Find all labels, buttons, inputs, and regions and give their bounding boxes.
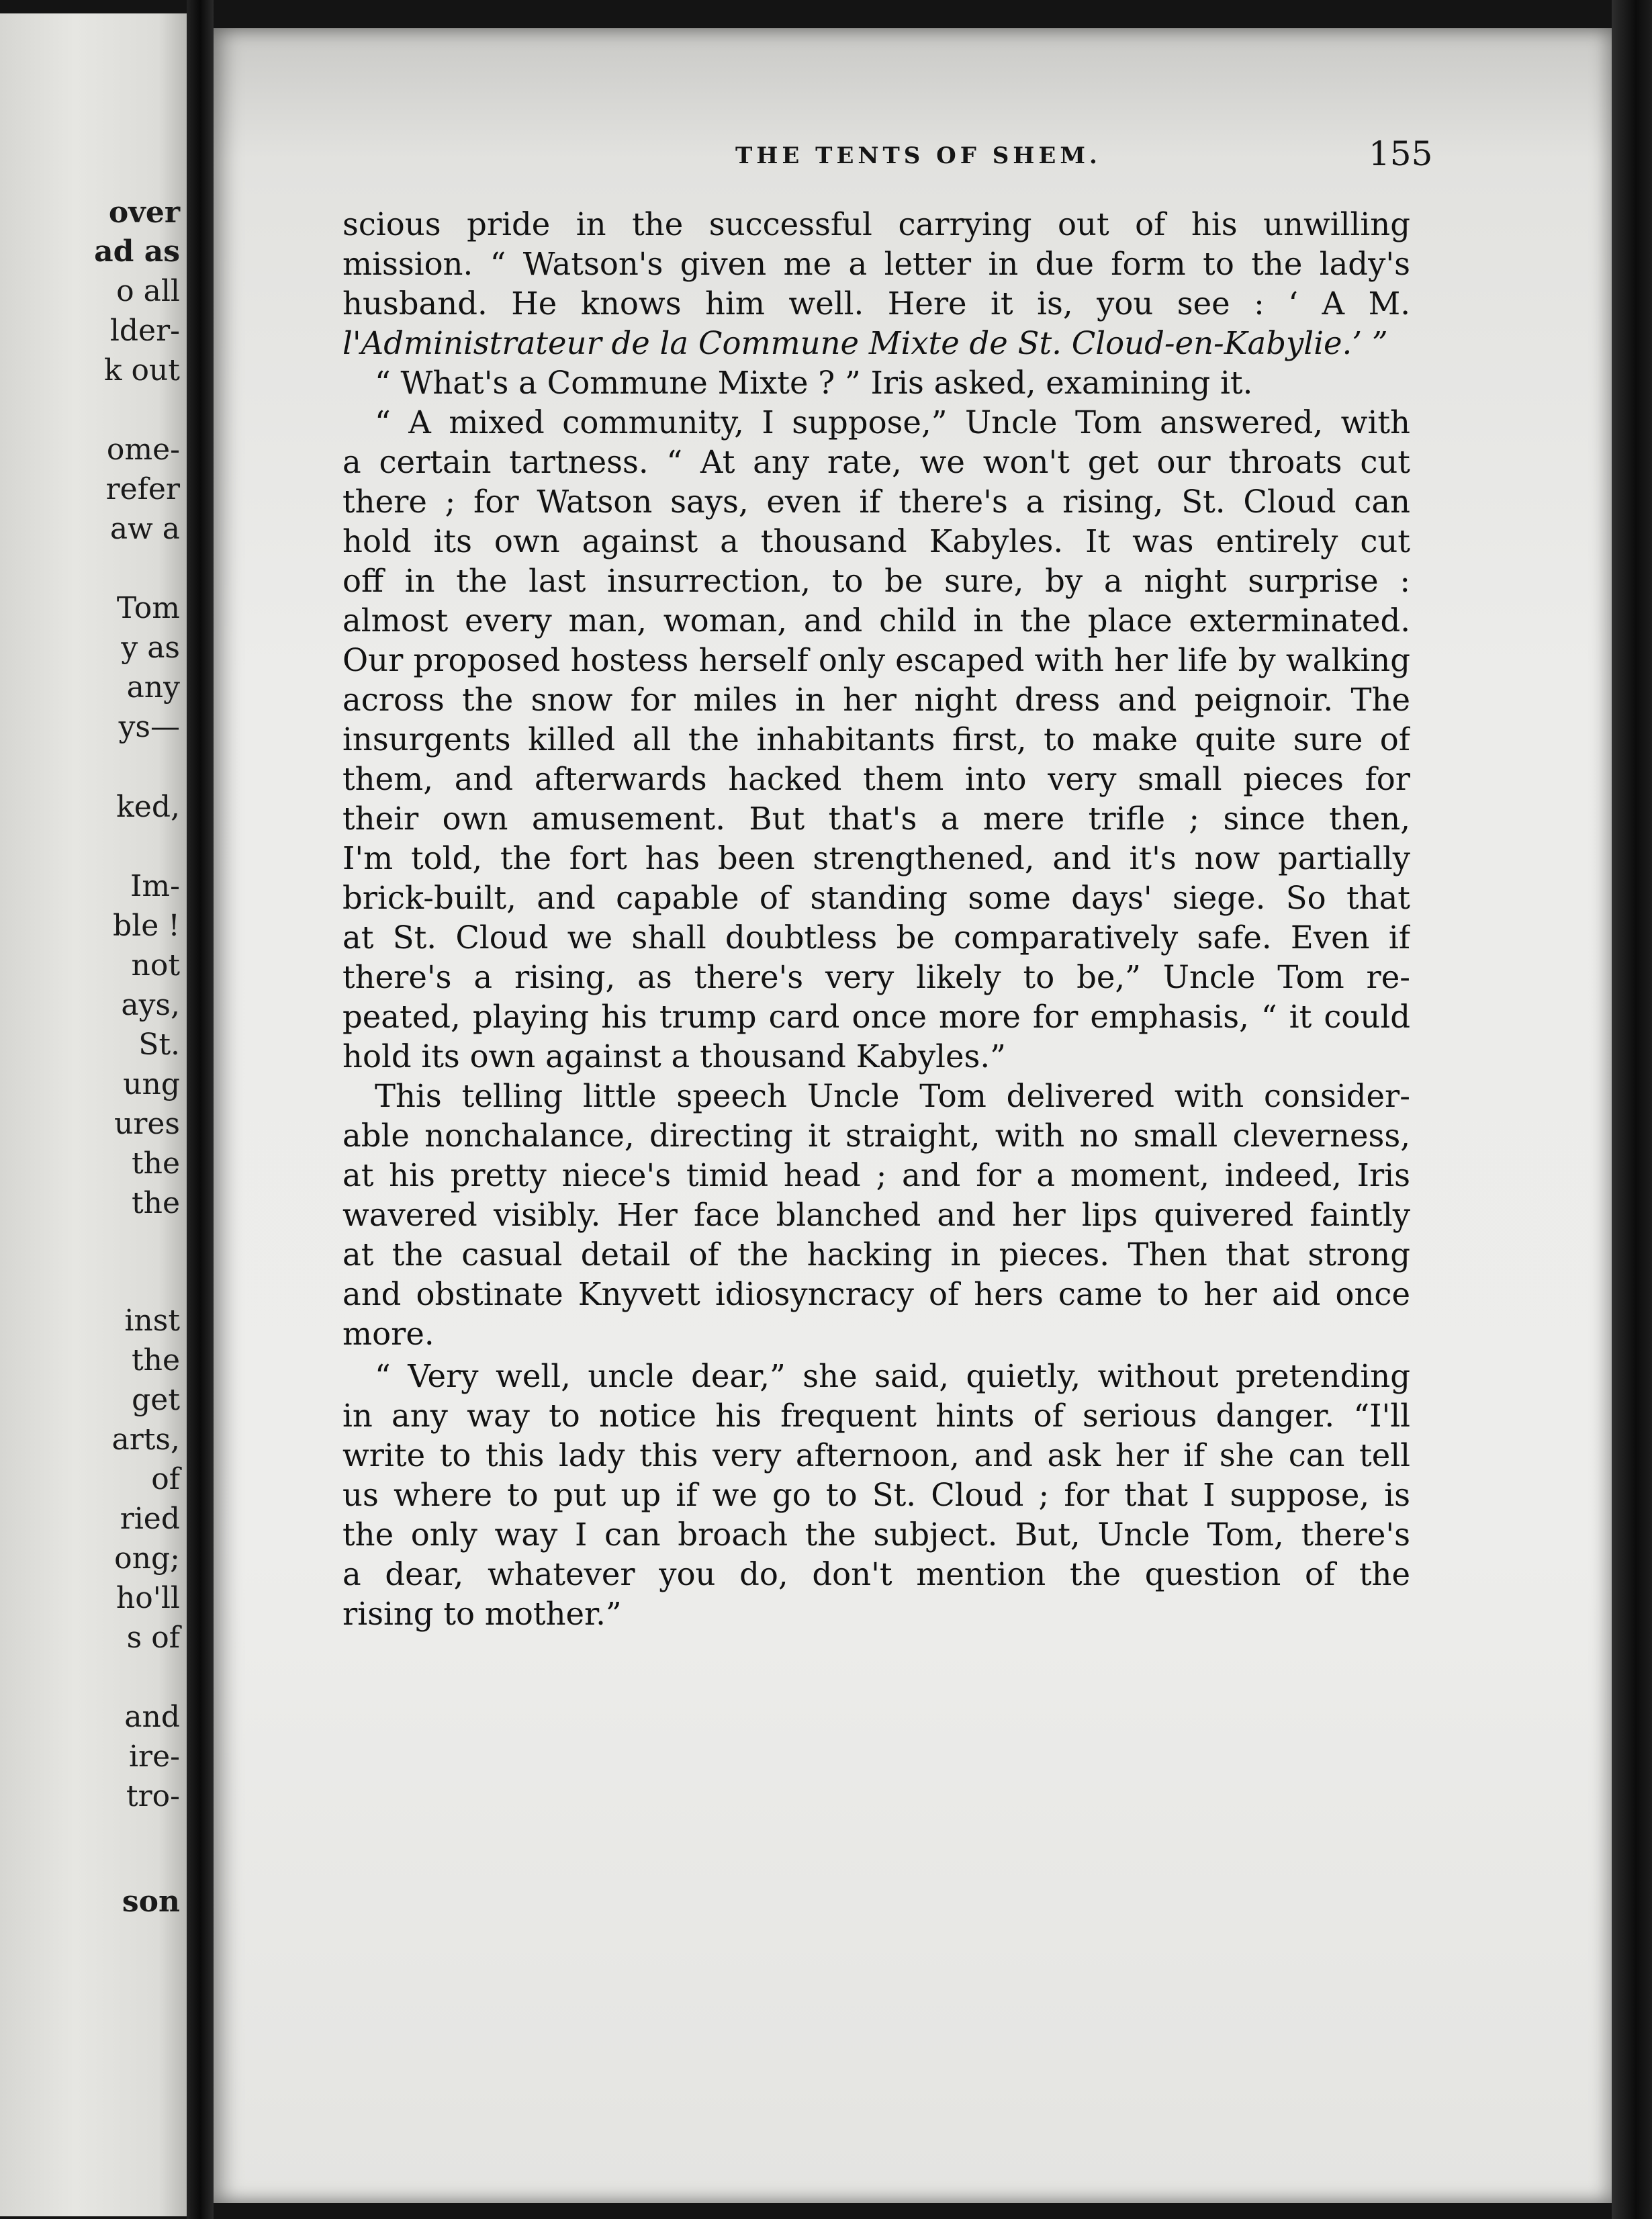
previous-page-text-fragment: get [132, 1383, 180, 1417]
previous-page-text-fragment: o all [116, 274, 180, 308]
previous-page-text-fragment: tro- [126, 1779, 180, 1813]
previous-page-text-fragment: ome- [106, 433, 180, 467]
text-line: l'Administrateur de la Commune Mixte de St. Cloud-en-Kabylie.’ ” [342, 325, 1388, 361]
text-line: almost every man, woman, and child in the place exterminated. [342, 602, 1410, 639]
text-line: at St. Cloud we shall doubtless be comparatively safe. Even if [342, 919, 1410, 956]
scan-right-edge [1612, 0, 1652, 2219]
text-line: off in the last insurrection, to be sure, by a night surprise : [342, 563, 1410, 599]
previous-page-text-fragment: ong; [114, 1541, 180, 1576]
body-text [342, 205, 1410, 1634]
text-line: more. [342, 1316, 434, 1352]
text-line: hold its own against a thousand Kabyles.” [342, 1038, 1006, 1075]
previous-page-text-fragment: any [126, 670, 180, 705]
previous-page-text-fragment: ung [123, 1067, 180, 1101]
text-line: a certain tartness. “ At any rate, we won't get our throats cut [342, 444, 1410, 480]
previous-page-text-fragment: the [131, 1186, 180, 1220]
text-line: at his pretty niece's timid head ; and for a moment, indeed, Iris [342, 1157, 1410, 1193]
previous-page-text-fragment: the [131, 1146, 180, 1181]
previous-page-text-fragment: s of [126, 1621, 180, 1655]
text-line: at the casual detail of the hacking in pieces. Then that strong [342, 1236, 1410, 1273]
text-line: insurgents killed all the inhabitants first, to make quite sure of [342, 721, 1410, 758]
text-line: wavered visibly. Her face blanched and her lips quivered faintly [342, 1197, 1410, 1233]
previous-page-text-fragment: ures [114, 1107, 180, 1141]
text-line: mission. “ Watson's given me a letter in due form to the lady's [342, 246, 1410, 282]
text-line: rising to mother.” [342, 1596, 622, 1632]
previous-page-text-fragment: son [122, 1885, 180, 1919]
text-line: them, and afterwards hacked them into very small pieces for [342, 761, 1410, 797]
text-line: This telling little speech Uncle Tom delivered with consider- [375, 1078, 1410, 1114]
previous-page-text-fragment: ble ! [113, 909, 180, 943]
previous-page-text-fragment: refer [105, 472, 180, 506]
text-line: write to this lady this very afternoon, and ask her if she can tell [342, 1437, 1410, 1474]
text-line: a dear, whatever you do, don't mention the question of the [342, 1556, 1410, 1592]
text-line: I'm told, the fort has been strengthened, and it's now partially [342, 840, 1410, 876]
previous-page-text-fragment: ho'll [116, 1581, 180, 1615]
text-line: peated, playing his trump card once more for emphasis, “ it could [342, 999, 1410, 1035]
text-line: husband. He knows him well. Here it is, you see : ‘ A M. [342, 285, 1410, 322]
previous-page-text-fragment: Tom [116, 591, 180, 625]
previous-page-text-fragment: ire- [128, 1739, 180, 1774]
previous-page-text-fragment: and [124, 1700, 180, 1734]
text-line: in any way to notice his frequent hints of serious danger. “I'll [342, 1398, 1410, 1434]
book-gutter [187, 0, 214, 2219]
previous-page-text-fragment: of [151, 1462, 180, 1496]
previous-page-text-fragment: not [131, 948, 180, 983]
previous-page-text-fragment: ked, [116, 790, 180, 824]
previous-page-text-fragment: the [131, 1343, 180, 1377]
text-line: there ; for Watson says, even if there's a rising, St. Cloud can [342, 484, 1410, 520]
previous-page-text-fragment: lder- [109, 314, 180, 348]
previous-page-text-fragment: inst [124, 1304, 180, 1338]
text-line: “ Very well, uncle dear,” she said, quietly, without pretending [375, 1358, 1410, 1394]
previous-page-text-fragment: k out [103, 353, 180, 388]
previous-page-text-fragment: arts, [111, 1422, 180, 1457]
previous-page-text-fragment: St. [138, 1028, 180, 1062]
text-line: their own amusement. But that's a mere trifle ; since then, [342, 801, 1410, 837]
text-line: us where to put up if we go to St. Cloud ; for that I suppose, is [342, 1477, 1410, 1513]
text-line: “ What's a Commune Mixte ? ” Iris asked, examining it. [375, 365, 1253, 401]
previous-page-edge [0, 13, 187, 2216]
text-line: brick-built, and capable of standing some days' siege. So that [342, 880, 1410, 916]
previous-page-text-fragment: ays, [121, 988, 180, 1022]
text-line: hold its own against a thousand Kabyles. It was entirely cut [342, 523, 1410, 559]
previous-page-text-fragment: ried [120, 1502, 180, 1536]
previous-page-text-fragment: aw a [109, 512, 180, 546]
text-line: Our proposed hostess herself only escaped with her life by walking [342, 642, 1410, 678]
text-line: “ A mixed community, I suppose,” Uncle Tom answered, with [375, 404, 1410, 441]
previous-page-text-fragment: Im- [130, 869, 180, 903]
previous-page-text-fragment: y as [121, 631, 180, 665]
running-head: THE TENTS OF SHEM. [735, 142, 1101, 169]
text-line: scious pride in the successful carrying out of his unwilling [342, 206, 1410, 242]
previous-page-text-fragment: over [108, 195, 180, 230]
text-line: across the snow for miles in her night dress and peignoir. The [342, 682, 1410, 718]
text-line: able nonchalance, directing it straight, with no small cleverness, [342, 1118, 1410, 1154]
page-number: 155 [1369, 134, 1433, 173]
previous-page-text-fragment: ad as [94, 234, 180, 269]
previous-page-text-fragment: ys— [118, 710, 180, 744]
text-line: the only way I can broach the subject. But, Uncle Tom, there's [342, 1516, 1410, 1553]
text-line: and obstinate Knyvett idiosyncracy of hers came to her aid once [342, 1276, 1410, 1312]
text-line: there's a rising, as there's very likely to be,” Uncle Tom re- [342, 959, 1410, 995]
